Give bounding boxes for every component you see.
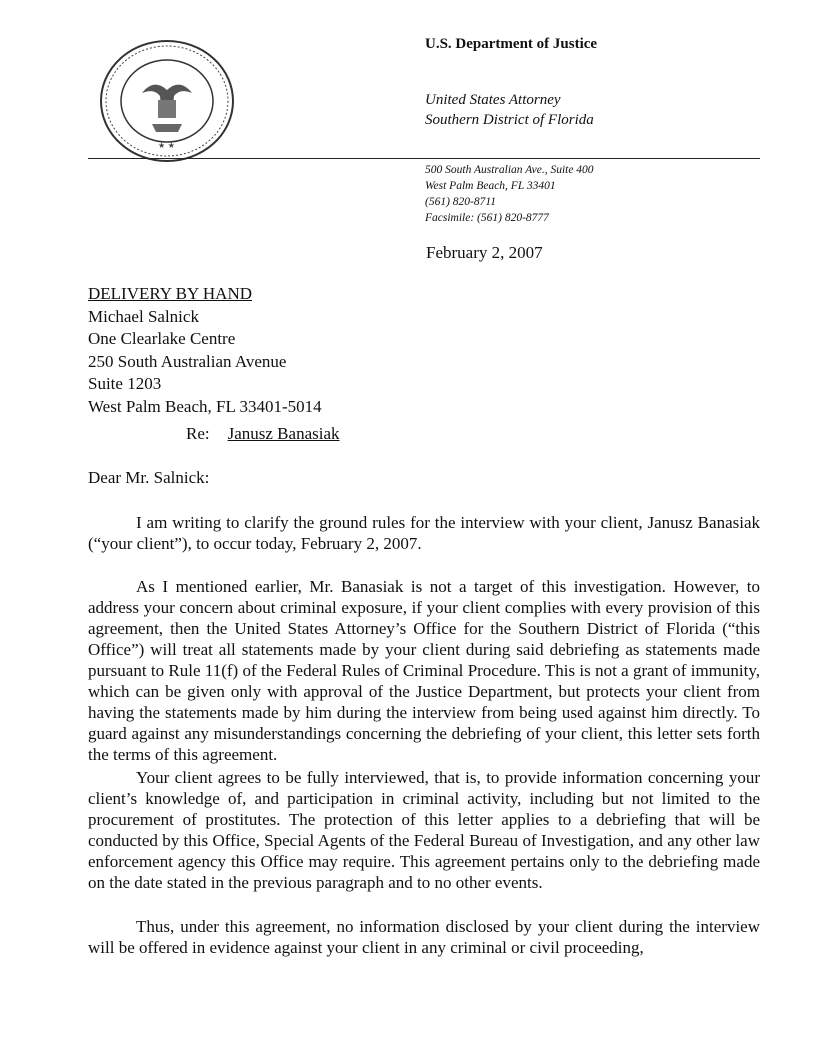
office-line-2: Southern District of Florida [425,112,594,128]
address-line: Facsimile: (561) 820-8777 [425,212,549,224]
office-line-1: United States Attorney [425,92,561,108]
recipient-line: West Palm Beach, FL 33401-5014 [88,396,322,416]
address-line: (561) 820-8711 [425,196,497,208]
delivery-method: DELIVERY BY HAND [88,284,253,303]
body-paragraph: As I mentioned earlier, Mr. Banasiak is not a target of this investigation. However, to address your concern about criminal exposure, if your client complies with every provision of this agreement, then the United States Attorney’s Office for the Southern District of Florida (“this Office”) will treat all statements made by your client during said debriefing as statements made pursuant to Rule 11(f) of the Federal Rules of Criminal Procedure. This is not a grant of immunity, which can be given only with approval of the Justice Department, but protects your client from having the statements made by him during the interview from being used against him directly. To guard against any misunderstandings concerning the debriefing of your client, this letter sets forth the terms of this agreement. [88,577,760,764]
body-paragraph: Your client agrees to be fully interviewed, that is, to provide information concerning your client’s knowledge of, and participation in criminal activity, including but not limited to the procurement of prostitutes. The protection of this letter applies to a debriefing that will be conducted by this Office, Special Agents of the Federal Bureau of Investigation, and any other law enforcement agency this Office may require. This agreement pertains only to the debriefing made on the date stated in the previous paragraph and to no other events. [88,768,760,892]
office-name [425,90,594,130]
recipient-line: One Clearlake Centre [88,329,236,348]
address-line: West Palm Beach, FL 33401 [425,180,556,192]
recipient-block [88,283,322,418]
recipient-line: Suite 1203 [88,374,162,393]
letterhead-divider [88,158,760,159]
recipient-line: Michael Salnick [88,306,199,326]
address-line: 500 South Australian Ave., Suite 400 [425,164,594,176]
letter-date: February 2, 2007 [426,243,543,262]
re-label: Re: [186,424,210,443]
doj-seal-icon [98,38,236,164]
re-subject: Janusz Banasiak [227,424,340,443]
salutation: Dear Mr. Salnick: [88,468,210,487]
svg-text:★ ★: ★ ★ [158,141,175,150]
re-line [186,424,340,444]
recipient-line: 250 South Australian Avenue [88,351,287,371]
body-paragraph: Thus, under this agreement, no information disclosed by your client during the interview will be offered in evidence against your client in any criminal or civil proceeding, [88,917,760,957]
office-address [425,162,594,226]
body-paragraph: I am writing to clarify the ground rules for the interview with your client, Janusz Banasiak (“your client”), to occur today, February 2, 2007. [88,513,760,553]
department-name: U.S. Department of Justice [425,36,598,52]
